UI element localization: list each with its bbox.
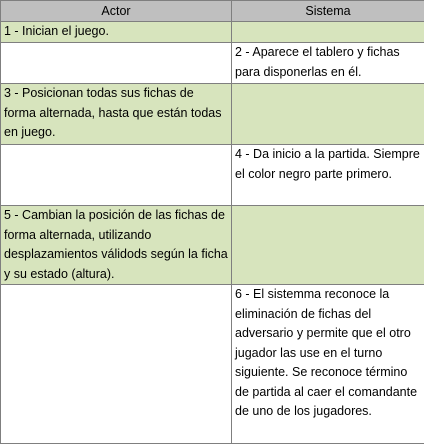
table-row (1, 84, 424, 145)
table-row (1, 285, 424, 444)
system-cell (232, 84, 424, 145)
actor-cell: 5 - Cambian la posición de las fichas de forma alternada, utilizando desplazamientos válidods según la ficha y su estado (altura). (1, 206, 232, 285)
table-row (1, 22, 424, 43)
actor-cell (1, 285, 232, 444)
table-row (1, 145, 424, 206)
system-cell: 6 - El sistemma reconoce la eliminación de fichas del adversario y permite que el otro jugador las use en el turno siguiente. Se reconoce término de partida al caer el comandante de uno de los jugadores. (232, 285, 424, 444)
actor-cell (1, 43, 232, 84)
system-cell: 4 - Da inicio a la partida. Siempre el color negro parte primero. (232, 145, 424, 206)
actor-cell: 1 - Inician el juego. (1, 22, 232, 43)
header-row (1, 1, 424, 22)
actor-cell: 3 - Posicionan todas sus fichas de forma alternada, hasta que están todas en juego. (1, 84, 232, 145)
header-system: Sistema (232, 1, 424, 22)
system-cell (232, 22, 424, 43)
system-cell (232, 206, 424, 285)
system-cell: 2 - Aparece el tablero y fichas para disponerlas en él. (232, 43, 424, 84)
table-row (1, 206, 424, 285)
header-actor: Actor (1, 1, 232, 22)
table-row (1, 43, 424, 84)
actor-cell (1, 145, 232, 206)
